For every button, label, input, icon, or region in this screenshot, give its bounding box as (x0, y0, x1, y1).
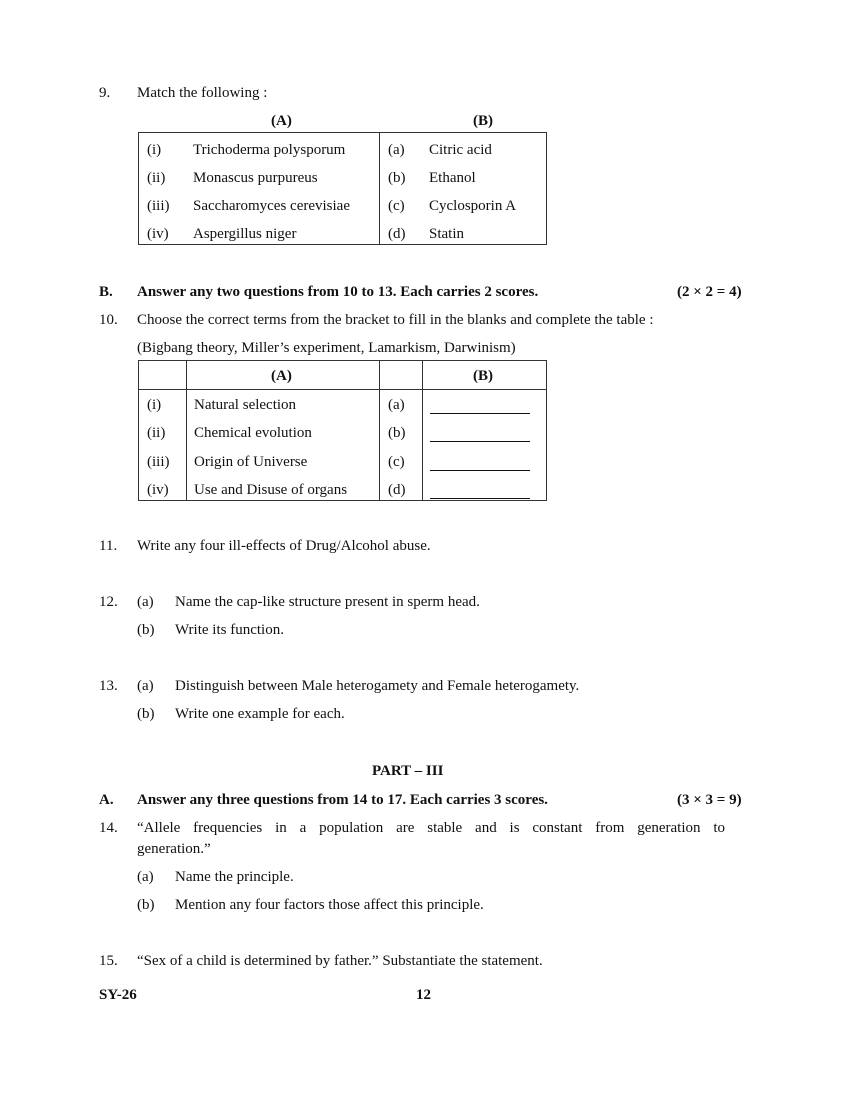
match-table-divider (379, 132, 380, 245)
options-list: (Bigbang theory, Miller’s experiment, Lamarkism, Darwinism) (137, 340, 516, 356)
term-text: Use and Disuse of organs (194, 482, 348, 498)
product-name: Citric acid (429, 142, 492, 158)
answer-blank (430, 441, 530, 442)
sub-question-text: Distinguish between Male heterogamety and Female heterogamety. (175, 678, 580, 694)
question-statement-line: generation.” (137, 841, 211, 857)
product-name: Cyclosporin A (429, 198, 517, 214)
organism-name: Saccharomyces cerevisiae (193, 198, 350, 214)
question-text: “Sex of a child is determined by father.” Substantiate the statement. (137, 953, 543, 969)
section-instruction: Answer any two questions from 10 to 13. Each carries 2 scores. (137, 284, 539, 300)
row-label: (b) (388, 425, 406, 441)
sub-question-label: (b) (137, 622, 155, 638)
section-marks: (2 × 2 = 4) (677, 284, 742, 300)
column-a-header: (A) (271, 368, 292, 384)
question-text: Write any four ill-effects of Drug/Alcohol abuse. (137, 538, 431, 554)
sub-question-text: Mention any four factors those affect this principle. (175, 897, 484, 913)
question-prompt: Choose the correct terms from the bracket to fill in the blanks and complete the table : (137, 312, 654, 328)
organism-name: Trichoderma polysporum (193, 142, 346, 158)
fill-table-divider (186, 360, 187, 501)
question-number: 13. (99, 678, 118, 694)
part-title: PART – III (372, 763, 444, 779)
row-label: (i) (147, 142, 162, 158)
sub-question-text: Write its function. (175, 622, 284, 638)
paper-code: SY-26 (99, 987, 137, 1003)
row-label: (i) (147, 397, 162, 413)
sub-question-label: (a) (137, 594, 154, 610)
question-number: 9. (99, 85, 111, 101)
term-text: Chemical evolution (194, 425, 312, 441)
page-number: 12 (416, 987, 431, 1003)
section-instruction: Answer any three questions from 14 to 17. Each carries 3 scores. (137, 792, 548, 808)
section-letter: A. (99, 792, 114, 808)
row-label: (iv) (147, 226, 169, 242)
answer-blank (430, 470, 530, 471)
product-name: Statin (429, 226, 465, 242)
column-b-header: (B) (473, 368, 493, 384)
row-label: (c) (388, 454, 405, 470)
fill-table-header-rule (138, 389, 547, 390)
organism-name: Aspergillus niger (193, 226, 297, 242)
fill-table-divider (379, 360, 380, 501)
row-label: (d) (388, 482, 406, 498)
question-prompt: Match the following : (137, 85, 268, 101)
column-b-header: (B) (473, 113, 493, 129)
product-name: Ethanol (429, 170, 476, 186)
question-number: 14. (99, 820, 118, 836)
sub-question-label: (a) (137, 869, 154, 885)
term-text: Natural selection (194, 397, 297, 413)
sub-question-label: (b) (137, 706, 155, 722)
row-label: (ii) (147, 425, 166, 441)
row-label: (iii) (147, 454, 170, 470)
question-number: 12. (99, 594, 118, 610)
question-number: 15. (99, 953, 118, 969)
section-marks: (3 × 3 = 9) (677, 792, 742, 808)
sub-question-label: (a) (137, 678, 154, 694)
row-label: (a) (388, 142, 405, 158)
row-label: (iv) (147, 482, 169, 498)
term-text: Origin of Universe (194, 454, 308, 470)
sub-question-text: Name the cap-like structure present in sperm head. (175, 594, 480, 610)
row-label: (a) (388, 397, 405, 413)
question-number: 10. (99, 312, 118, 328)
fill-table-divider (422, 360, 423, 501)
sub-question-text: Write one example for each. (175, 706, 345, 722)
answer-blank (430, 498, 530, 499)
question-statement-line: “Allele frequencies in a population are stable and is constant from generation to (137, 820, 725, 836)
organism-name: Monascus purpureus (193, 170, 318, 186)
row-label: (d) (388, 226, 406, 242)
question-number: 11. (99, 538, 118, 554)
section-letter: B. (99, 284, 113, 300)
row-label: (c) (388, 198, 405, 214)
answer-blank (430, 413, 530, 414)
row-label: (ii) (147, 170, 166, 186)
column-a-header: (A) (271, 113, 292, 129)
sub-question-label: (b) (137, 897, 155, 913)
sub-question-text: Name the principle. (175, 869, 294, 885)
row-label: (iii) (147, 198, 170, 214)
row-label: (b) (388, 170, 406, 186)
